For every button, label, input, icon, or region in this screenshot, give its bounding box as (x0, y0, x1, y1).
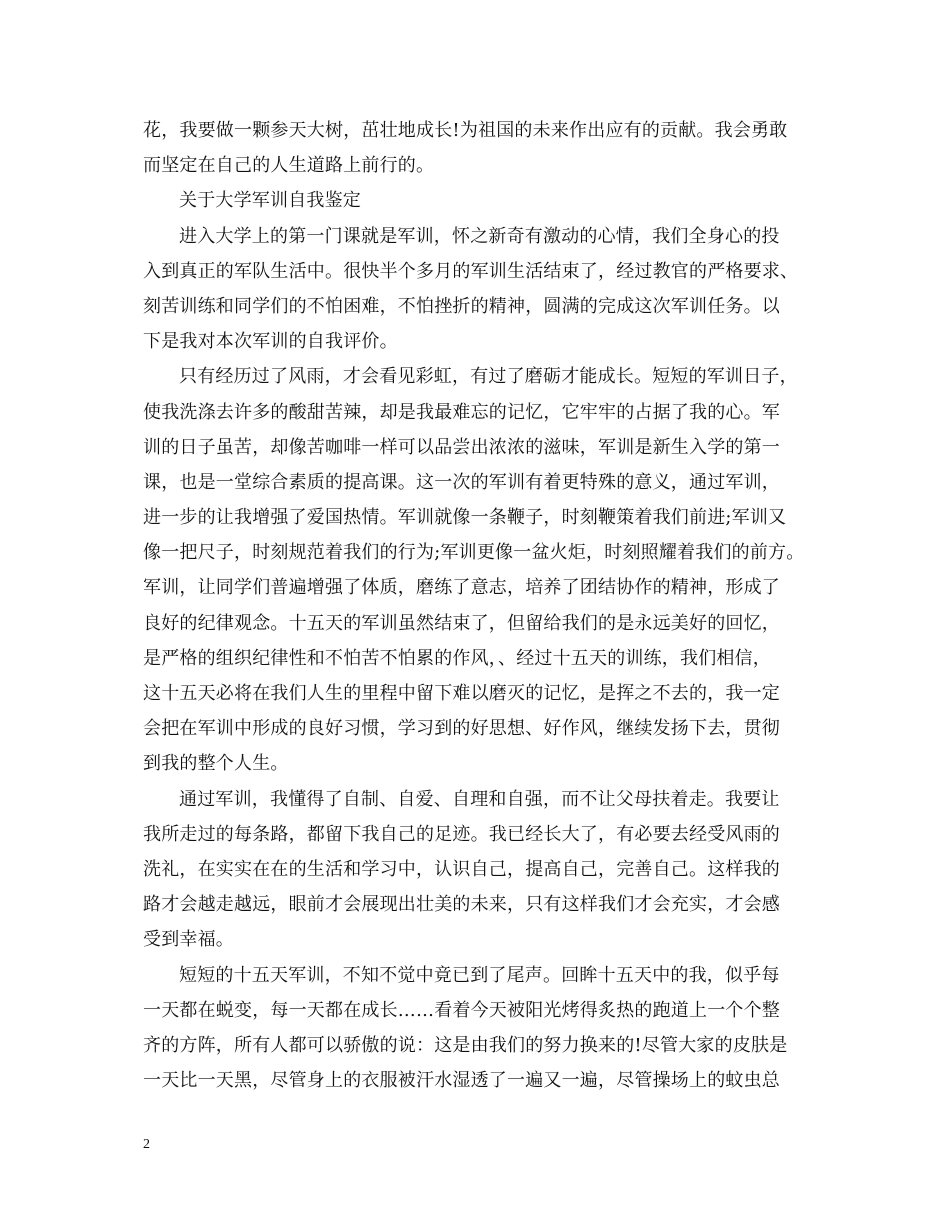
text-line: 这十五天必将在我们人生的里程中留下难以磨灭的记忆，是挥之不去的，我一定 (143, 683, 780, 704)
text-line: 花，我要做一颗参天大树，茁壮地成长!为祖国的未来作出应有的贡献。我会勇敢 (143, 120, 788, 141)
text-line: 军训，让同学们普遍增强了体质，磨练了意志，培养了团结协作的精神，形成了 (143, 577, 780, 599)
document-body (143, 113, 823, 1098)
text-line: 下是我对本次军训的自我评价。 (143, 331, 398, 353)
text-line: 齐的方阵，所有人都可以骄傲的说：这是由我们的努力换来的!尽管大家的皮肤是 (143, 1034, 788, 1056)
text-line: 短短的十五天军训，不知不觉中竟已到了尾声。回眸十五天中的我，似乎每 (179, 964, 780, 986)
text-line: 课，也是一堂综合素质的提高课。这一次的军训有着更特殊的意义，通过军训， (143, 471, 780, 493)
text-line: 进入大学上的第一门课就是军训，怀之新奇有激动的心情，我们全身心的投 (179, 225, 780, 247)
text-line: 到我的整个人生。 (143, 753, 289, 775)
text-line: 是严格的组织纪律性和不怕苦不怕累的作风，、经过十五天的训练，我们相信， (143, 647, 771, 669)
text-line: 我所走过的每条路，都留下我自己的足迹。我已经长大了，有必要去经受风雨的 (143, 823, 780, 845)
text-line: 入到真正的军队生活中。很快半个多月的军训生活结束了，经过教官的严格要求、 (143, 260, 799, 282)
section-heading: 关于大学军训自我鉴定 (179, 190, 361, 212)
text-line: 使我洗涤去许多的酸甜苦辣，却是我最难忘的记忆，它牢牢的占据了我的心。军 (143, 401, 780, 423)
page-number: 2 (143, 1137, 150, 1152)
text-line: 受到幸福。 (143, 929, 234, 951)
text-line: 良好的纪律观念。十五天的军训虽然结束了，但留给我们的是永远美好的回忆， (143, 612, 780, 634)
text-line: 通过军训，我懂得了自制、自爱、自理和自强，而不让父母扶着走。我要让 (179, 788, 780, 810)
text-line: 一天都在蜕变，每一天都在成长……看着今天被阳光烤得炙热的跑道上一个个整 (143, 999, 780, 1021)
text-line: 而坚定在自己的人生道路上前行的。 (143, 155, 435, 177)
text-line: 进一步的让我增强了爱国热情。军训就像一条鞭子，时刻鞭策着我们前进;军训又 (143, 507, 787, 529)
text-line: 训的日子虽苦，却像苦咖啡一样可以品尝出浓浓的滋味，军训是新生入学的第一 (143, 436, 780, 458)
text-line: 会把在军训中形成的良好习惯，学习到的好思想、好作风，继续发扬下去，贯彻 (143, 718, 780, 740)
text-line: 像一把尺子，时刻规范着我们的行为;军训更像一盆火炬，时刻照耀着我们的前方。 (143, 542, 805, 564)
text-line: 路才会越走越远，眼前才会展现出壮美的未来，只有这样我们才会充实，才会感 (143, 894, 780, 916)
text-line: 一天比一天黑，尽管身上的衣服被汗水湿透了一遍又一遍，尽管操场上的蚊虫总 (143, 1070, 780, 1092)
text-line: 刻苦训练和同学们的不怕困难，不怕挫折的精神，圆满的完成这次军训任务。以 (143, 295, 780, 317)
text-line: 洗礼，在实实在在的生活和学习中，认识自己，提高自己，完善自己。这样我的 (143, 858, 780, 880)
text-line: 只有经历过了风雨，才会看见彩虹，有过了磨砺才能成长。短短的军训日子， (179, 366, 798, 388)
